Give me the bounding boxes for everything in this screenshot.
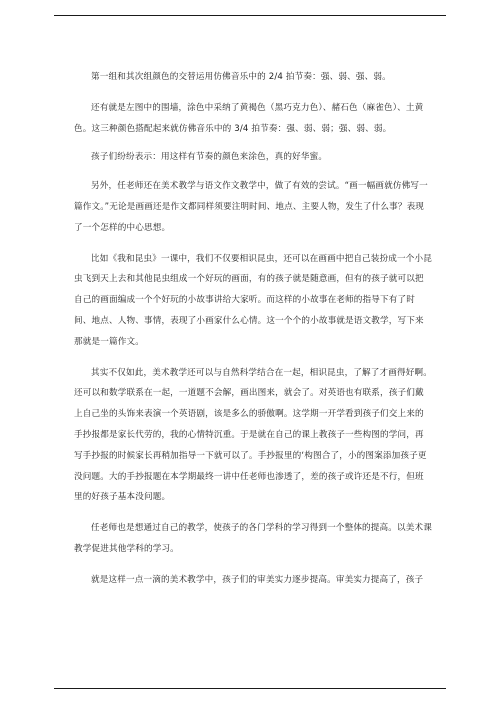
- paragraph-insects-lesson: 比如《我和昆虫》一课中，我们不仅要相识昆虫，还可以在画画中把自己装扮成一个小昆虫飞到天上去和其他昆虫组成一个好玩的画面，有的孩子就是随意画，但有的孩子就可以把自己的画面编成一个个好玩的小故事讲给大家听。而这样的小故事在老师的指导下有了时间、地点、人物、事情，表现了小画家什么心情。这一个个的小故事就是语文教学，写下来那就是一篇作文。: [74, 253, 433, 347]
- paragraph-children-feedback: 孩子们纷纷表示：用这样有节奏的颜色来涂色，真的好华蜜。: [91, 152, 328, 163]
- document-body: [74, 67, 432, 591]
- paragraph-aesthetic-ability: 就是这样一点一滴的美术教学中，孩子们的审美实力逐步提高。审美实力提高了，孩子: [91, 574, 424, 585]
- paragraph-art-and-writing: 另外，任老师还在美术教学与语文作文教学中，做了有效的尝试。“画一幅画就仿佛写一篇作文。”无论是画画还是作文都同样须要注明时间、地点、主要人物，发生了什么事？表现了一个怎样的中心思想。: [74, 181, 428, 233]
- paragraph-rhythm-2-4: 第一组和其次组颜色的交替运用仿佛音乐中的 2/4 拍节奏：强、弱、强、弱。: [91, 72, 391, 82]
- paragraph-wall-colors: 还有就是左图中的围墙，涂色中采纳了黄褐色（黑巧克力色）、赭石色（麻雀色）、土黄色。这三种颜色搭配起来就仿佛音乐中的 3/4 拍节奏：强、弱、弱；强、弱、弱。: [74, 102, 424, 134]
- footer-rule: [54, 688, 446, 689]
- header-rule: [54, 15, 446, 16]
- paragraph-overall-improvement: 任老师也是想通过自己的教学，使孩子的各门学科的学习得到一个整体的提高。以美术课教学促进其他学科的学习。: [74, 523, 433, 554]
- paragraph-cross-subject: 其实不仅如此，美术教学还可以与自然科学结合在一起，相识昆虫，了解了才画得好啊。还可以和数学联系在一起，一道题不会解，画出图来，就会了。对英语也有联系，孩子们戴上自己坐的头饰来表演一个英语剧，该是多么的骄傲啊。这学期一开学看到孩子们交上来的手抄报都是家长代劳的，我的心情特沉重。于是就在自己的课上教孩子一些构图的学问，再写手抄报的时候家长再稍加指导一下就可以了。手抄报里的‘构图合了，小的图案添加孩子更没问题。大的手抄报题在本学期最终一讲中任老师也渗透了，差的孩子或许还是不行，但班里的好孩子基本没问题。: [74, 367, 433, 503]
